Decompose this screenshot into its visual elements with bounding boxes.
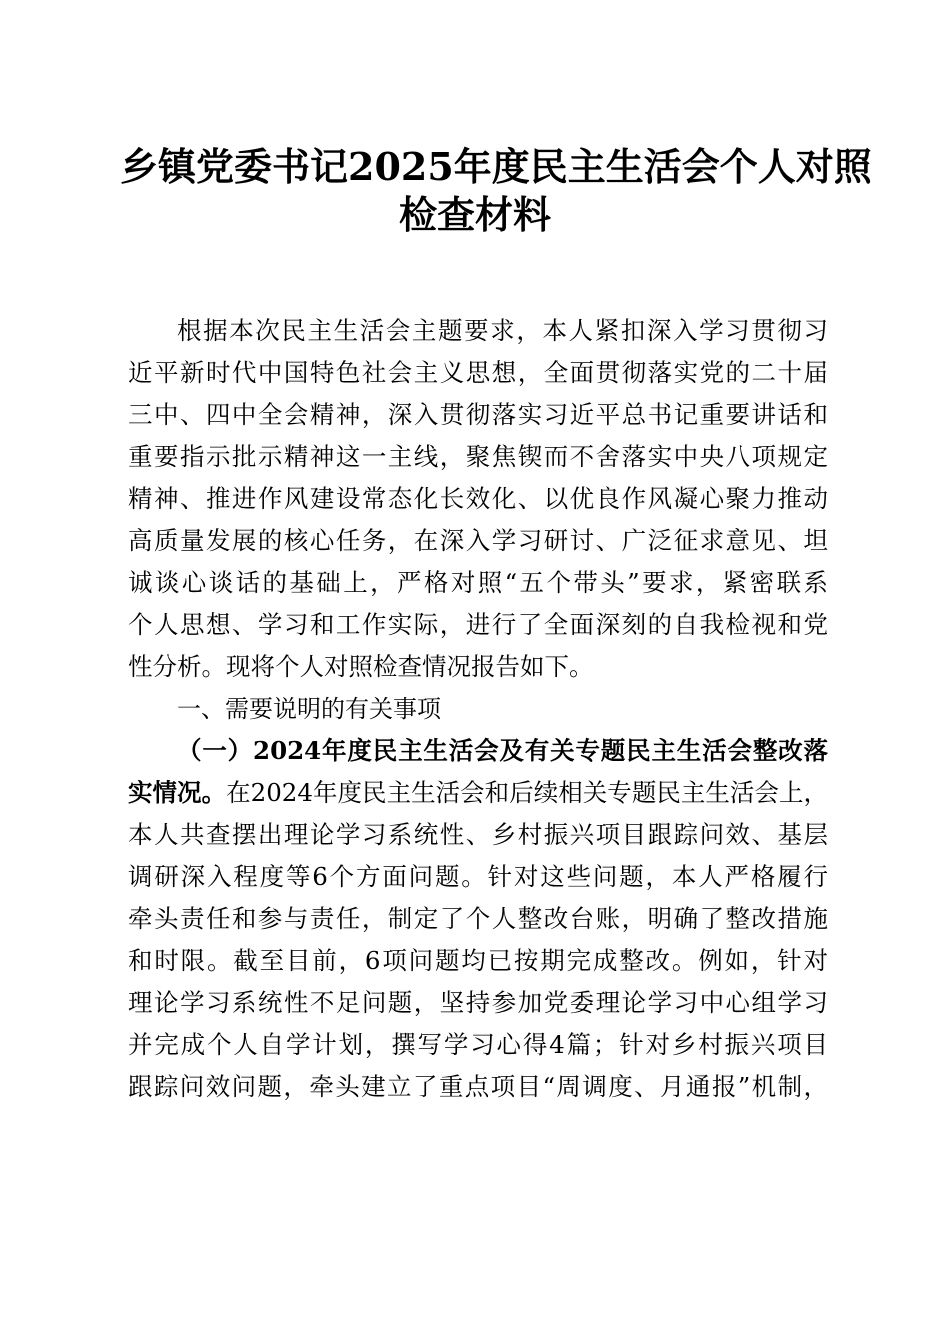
subsection-1-line: 调研深入程度等6个方面问题。针对这些问题，本人严格履行 [128, 862, 828, 891]
intro-line: 性分析。现将个人对照检查情况报告如下。 [128, 652, 594, 681]
subsection-1-line: 理论学习系统性不足问题，坚持参加党委理论学习中心组学习 [128, 988, 828, 1017]
subsection-1-first-line [128, 775, 828, 811]
subsection-1-line: 跟踪问效问题，牵头建立了重点项目“周调度、月通报”机制， [128, 1072, 828, 1101]
intro-line: 个人思想、学习和工作实际，进行了全面深刻的自我检视和党 [128, 610, 828, 639]
document-title-line-1: 乡镇党委书记2025年度民主生活会个人对照 [120, 144, 872, 189]
intro-line: 重要指示批示精神这一主线，聚焦锲而不舍落实中央八项规定 [128, 442, 828, 471]
section-1-heading: 一、需要说明的有关事项 [177, 695, 441, 723]
subsection-1-heading-end: 实情况。 [128, 778, 227, 807]
intro-line: 诚谈心谈话的基础上，严格对照“五个带头”要求，紧密联系 [128, 568, 828, 597]
subsection-1-line: 牵头责任和参与责任，制定了个人整改台账，明确了整改措施 [128, 904, 828, 933]
subsection-1-line: 和时限。截至目前，6项问题均已按期完成整改。例如，针对 [128, 946, 828, 975]
intro-line: 高质量发展的核心任务，在深入学习研讨、广泛征求意见、坦 [128, 526, 828, 555]
intro-line: 根据本次民主生活会主题要求，本人紧扣深入学习贯彻习 [177, 316, 828, 345]
intro-line: 精神、推进作风建设常态化长效化、以优良作风凝心聚力推动 [128, 484, 828, 513]
document-title-line-2: 检查材料 [398, 192, 551, 237]
subsection-1-text: 在2024年度民主生活会和后续相关专题民主生活会上， [226, 778, 828, 807]
subsection-1-line: 本人共查摆出理论学习系统性、乡村振兴项目跟踪问效、基层 [128, 820, 828, 849]
intro-line: 近平新时代中国特色社会主义思想，全面贯彻落实党的二十届 [128, 358, 828, 387]
subsection-1-heading: （一）2024年度民主生活会及有关专题民主生活会整改落 [177, 736, 828, 765]
subsection-1-line: 并完成个人自学计划，撰写学习心得4篇；针对乡村振兴项目 [128, 1030, 828, 1059]
intro-line: 三中、四中全会精神，深入贯彻落实习近平总书记重要讲话和 [128, 400, 828, 429]
